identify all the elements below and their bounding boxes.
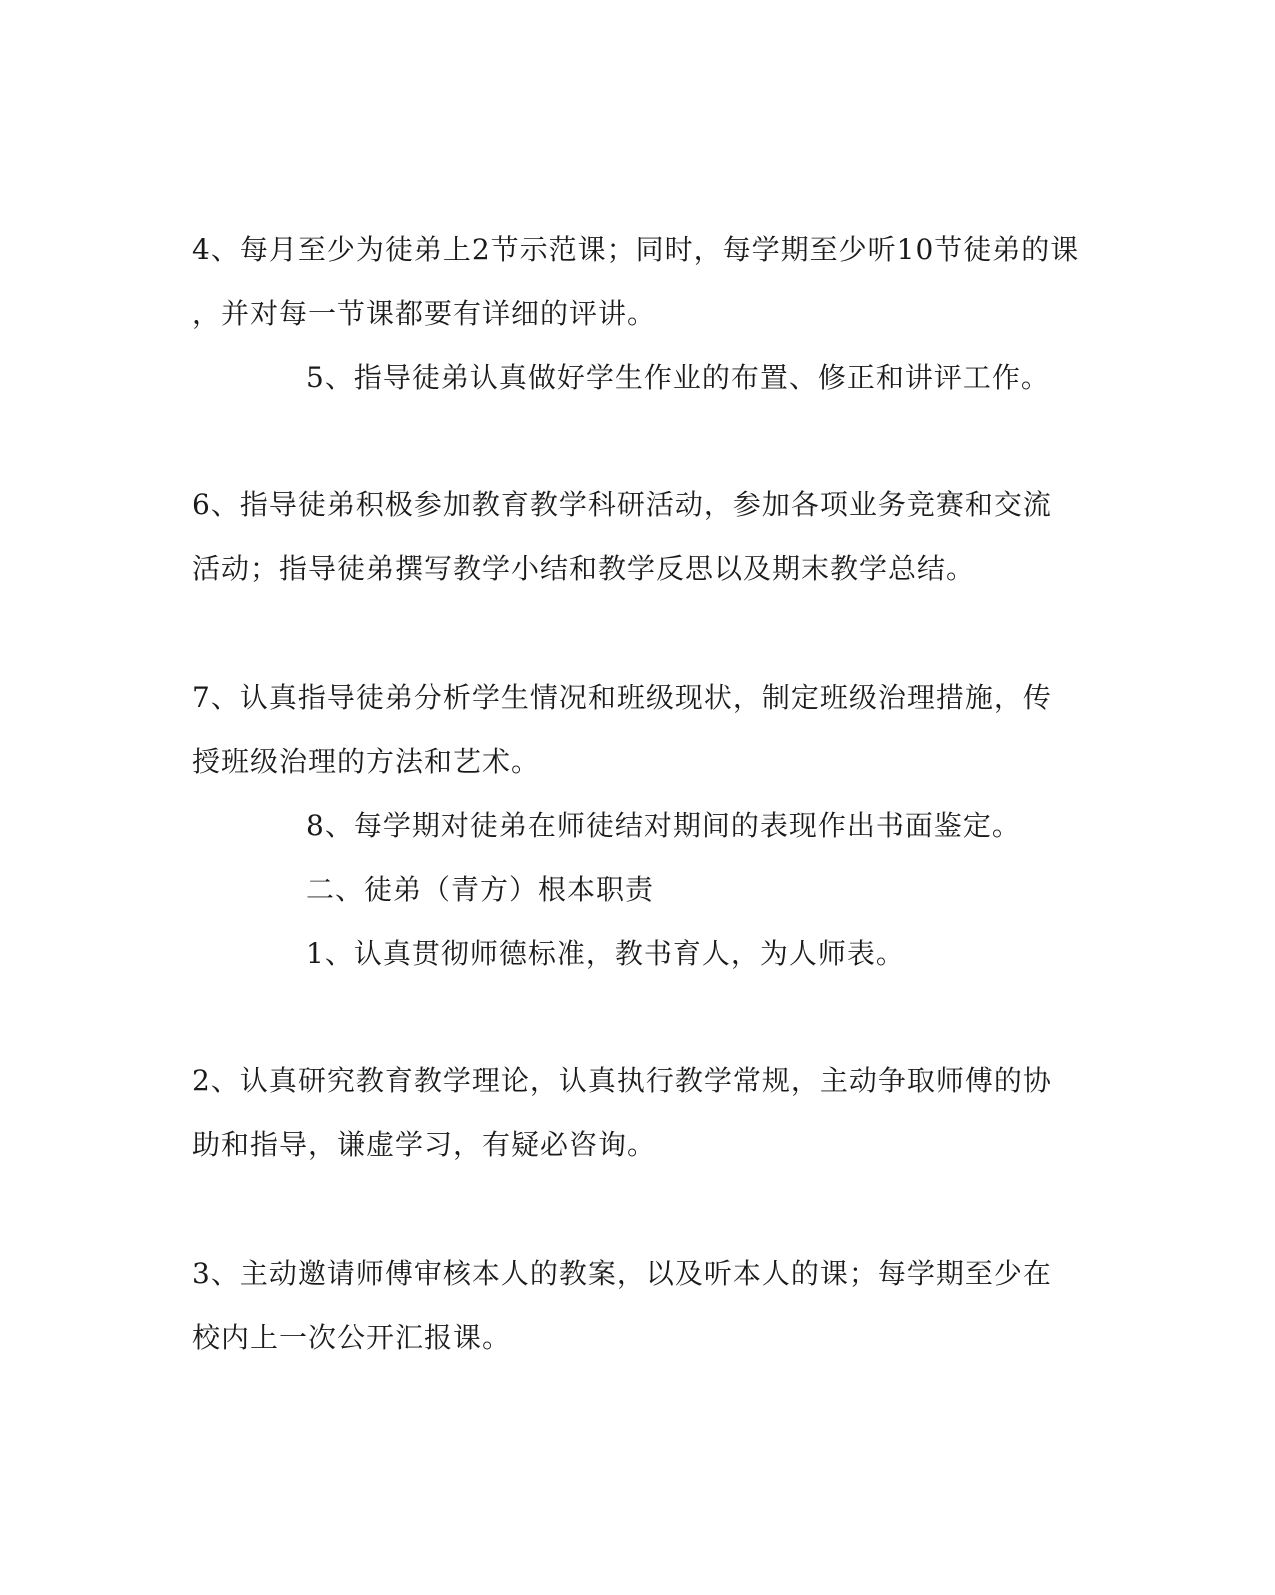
paragraph-4-line-2: ，并对每一节课都要有详细的评讲。 (192, 297, 657, 330)
paragraph-7-line-1: 7、认真指导徒弟分析学生情况和班级现状，制定班级治理措施，传 (192, 681, 1052, 714)
apprentice-paragraph-2-line-2: 助和指导，谦虚学习，有疑必咨询。 (192, 1128, 657, 1161)
apprentice-paragraph-1: 1、认真贯彻师德标准，教书育人，为人师表。 (306, 937, 905, 970)
paragraph-7-line-2: 授班级治理的方法和艺术。 (192, 745, 541, 778)
section-heading-apprentice-duties: 二、徒弟（青方）根本职责 (306, 873, 655, 906)
paragraph-8: 8、每学期对徒弟在师徒结对期间的表现作出书面鉴定。 (306, 809, 1021, 842)
paragraph-5: 5、指导徒弟认真做好学生作业的布置、修正和讲评工作。 (306, 361, 1050, 394)
apprentice-paragraph-3-line-2: 校内上一次公开汇报课。 (192, 1321, 512, 1354)
apprentice-paragraph-2-line-1: 2、认真研究教育教学理论，认真执行教学常规，主动争取师傅的协 (192, 1064, 1052, 1097)
apprentice-paragraph-3-line-1: 3、主动邀请师傅审核本人的教案，以及听本人的课；每学期至少在 (192, 1257, 1052, 1290)
paragraph-4-line-1: 4、每月至少为徒弟上2节示范课；同时，每学期至少听10节徒弟的课 (192, 233, 1080, 266)
paragraph-6-line-1: 6、指导徒弟积极参加教育教学科研活动，参加各项业务竞赛和交流 (192, 488, 1052, 521)
paragraph-6-line-2: 活动；指导徒弟撰写教学小结和教学反思以及期末教学总结。 (192, 552, 976, 585)
